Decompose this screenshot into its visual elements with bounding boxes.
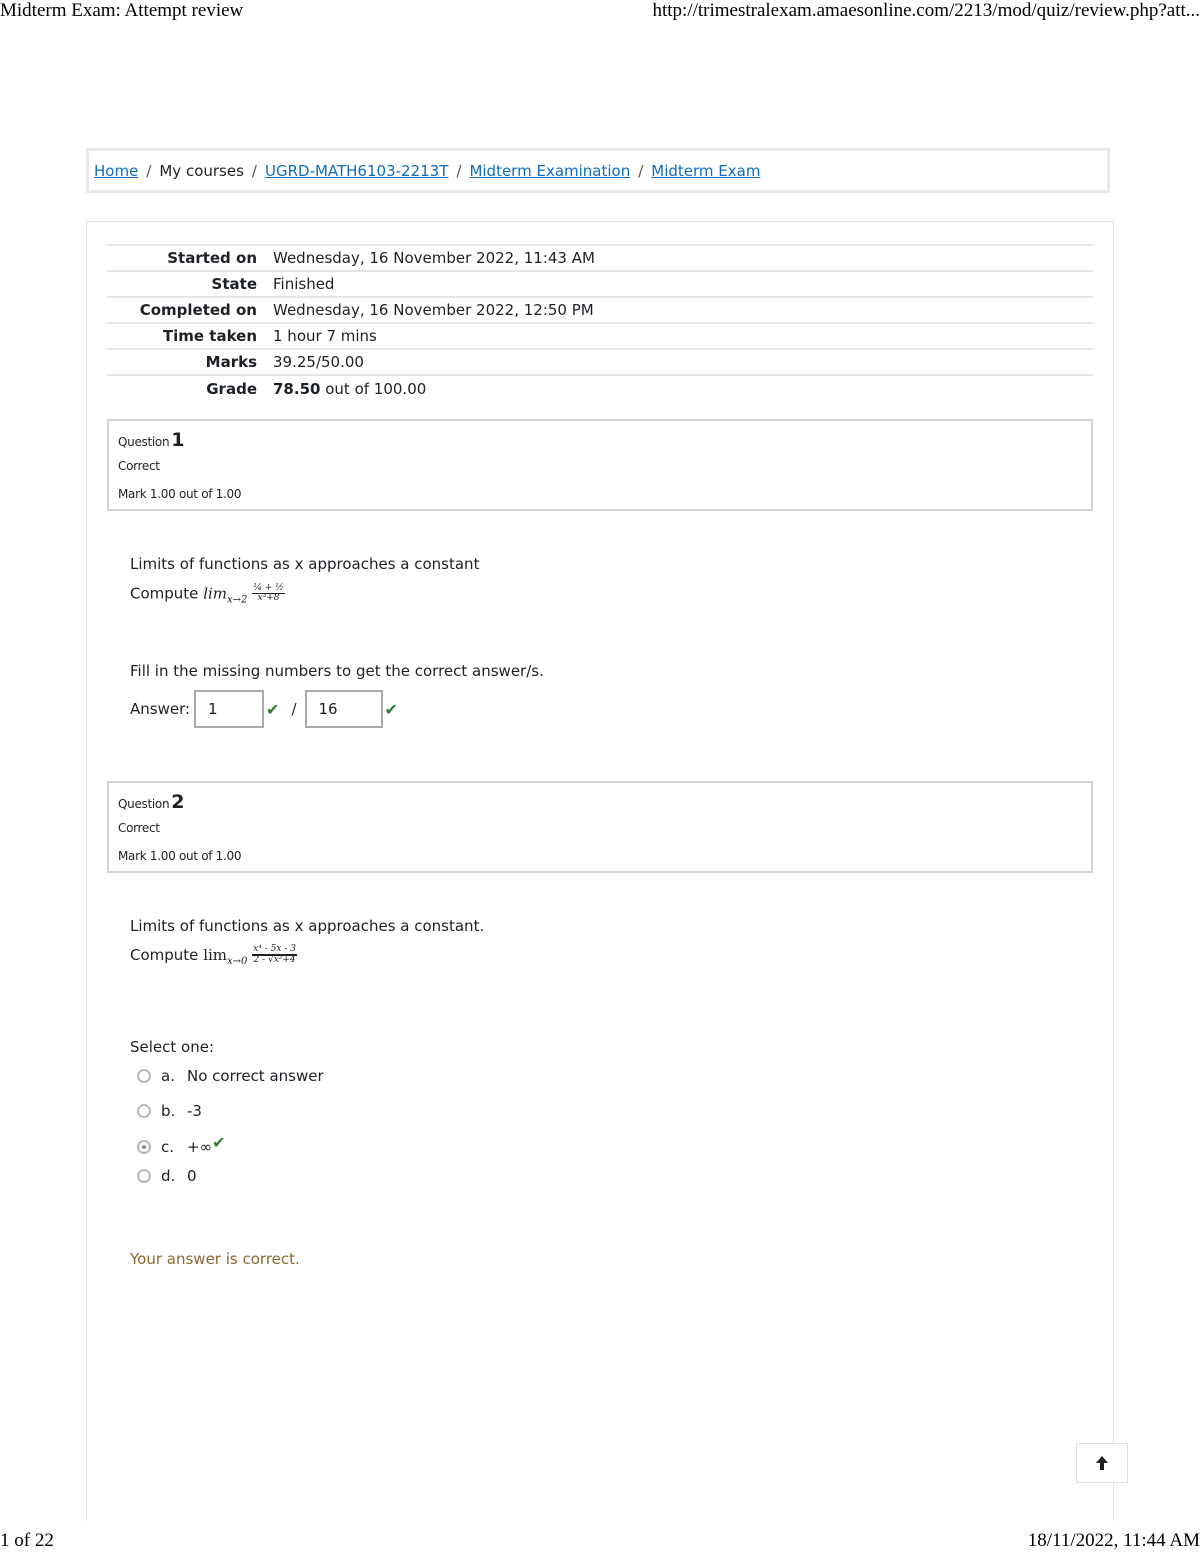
breadcrumb-separator: / — [638, 161, 644, 180]
print-page-url: http://trimestralexam.amaesonline.com/2213/mod/quiz/review.php?att... — [652, 0, 1200, 21]
option-letter: a. — [161, 1067, 175, 1085]
question-2-formula — [130, 945, 297, 967]
breadcrumb-separator: / — [251, 161, 257, 180]
fraction — [252, 584, 285, 604]
attempt-summary-table — [107, 244, 1093, 401]
limit-subscript: x→2 — [227, 594, 248, 606]
arrow-up-icon — [1095, 1455, 1109, 1471]
summary-value: Wednesday, 16 November 2022, 12:50 PM — [273, 301, 594, 319]
breadcrumb-quiz-link[interactable]: Midterm Exam — [651, 161, 761, 180]
summary-value — [271, 375, 1093, 401]
print-datetime: 18/11/2022, 11:44 AM — [1027, 1530, 1200, 1551]
radio-button[interactable] — [137, 1169, 151, 1183]
summary-row-completed — [107, 297, 1093, 323]
summary-label: Started on — [167, 249, 257, 267]
option-a[interactable] — [137, 1067, 324, 1085]
grade-suffix: out of 100.00 — [325, 379, 427, 398]
question-2-text: Limits of functions as x approaches a constant. — [130, 917, 485, 935]
summary-row-started — [107, 245, 1093, 271]
question-1-formula — [130, 584, 285, 605]
question-number — [118, 791, 184, 813]
summary-row-time-taken — [107, 323, 1093, 349]
summary-row-grade — [107, 375, 1093, 401]
breadcrumb-my-courses: My courses — [159, 161, 244, 180]
grade-value: 78.50 — [273, 379, 321, 398]
option-d[interactable] — [137, 1167, 197, 1185]
fraction-numerator: ¼ + ½ — [253, 583, 284, 593]
compute-label: Compute — [130, 945, 199, 964]
question-label: Question — [118, 435, 170, 449]
option-text: -3 — [187, 1102, 202, 1120]
check-icon: ✔ — [212, 1133, 226, 1152]
question-label: Question — [118, 797, 170, 811]
breadcrumb-separator: / — [146, 161, 152, 180]
option-letter: b. — [161, 1102, 176, 1120]
summary-label: Grade — [206, 379, 257, 398]
question-state: Correct — [118, 821, 160, 835]
answer-feedback: Your answer is correct. — [130, 1250, 300, 1268]
summary-label: State — [211, 275, 257, 293]
option-letter: c. — [161, 1137, 175, 1156]
answer-label: Answer: — [130, 700, 191, 718]
question-1-text: Limits of functions as x approaches a constant — [130, 555, 480, 573]
option-c[interactable] — [137, 1133, 226, 1156]
answer-row — [130, 690, 398, 728]
breadcrumb-course-link[interactable]: UGRD-MATH6103-2213T — [264, 161, 449, 180]
print-page-number: 1 of 22 — [0, 1530, 54, 1551]
print-header — [0, 0, 1200, 26]
fraction-denominator: x³+8 — [257, 593, 280, 604]
radio-button[interactable] — [137, 1069, 151, 1083]
question-2-info — [107, 781, 1093, 873]
question-1-instruction: Fill in the missing numbers to get the correct answer/s. — [130, 662, 544, 680]
option-b[interactable] — [137, 1102, 202, 1120]
question-grade: Mark 1.00 out of 1.00 — [118, 849, 242, 863]
limit-subscript: x→0 — [227, 955, 248, 967]
breadcrumb — [86, 148, 1110, 193]
breadcrumb-separator: / — [456, 161, 462, 180]
summary-row-state — [107, 271, 1093, 297]
question-number — [118, 429, 184, 451]
limit-symbol: lim — [203, 945, 228, 964]
radio-button-selected[interactable] — [137, 1140, 151, 1154]
select-one-label: Select one: — [130, 1038, 215, 1056]
question-number-value: 2 — [171, 791, 185, 813]
option-text: 0 — [187, 1167, 197, 1185]
print-footer — [0, 1530, 1200, 1556]
question-grade: Mark 1.00 out of 1.00 — [118, 487, 242, 501]
breadcrumb-section-link[interactable]: Midterm Examination — [469, 161, 631, 180]
summary-value: 1 hour 7 mins — [273, 327, 377, 345]
scroll-to-top-button[interactable] — [1076, 1443, 1128, 1483]
print-page-title: Midterm Exam: Attempt review — [0, 0, 244, 21]
fraction — [252, 945, 297, 966]
option-text: +∞ — [187, 1137, 213, 1156]
summary-label: Completed on — [139, 301, 257, 319]
summary-row-marks — [107, 349, 1093, 375]
summary-label: Time taken — [162, 327, 257, 345]
answer-separator: / — [291, 700, 297, 718]
summary-value: Wednesday, 16 November 2022, 11:43 AM — [273, 249, 595, 267]
answer-denominator-input[interactable] — [305, 690, 383, 728]
radio-button[interactable] — [137, 1104, 151, 1118]
summary-label: Marks — [205, 353, 257, 371]
option-text: No correct answer — [187, 1067, 324, 1085]
question-1-info — [107, 419, 1093, 511]
limit-symbol: lim — [203, 584, 228, 603]
question-number-value: 1 — [171, 429, 185, 451]
option-letter: d. — [161, 1167, 176, 1185]
compute-label: Compute — [130, 584, 199, 603]
answer-numerator-input[interactable] — [194, 690, 264, 728]
fraction-numerator: x⁴ - 5x - 3 — [252, 945, 297, 956]
breadcrumb-home-link[interactable]: Home — [94, 161, 139, 180]
check-icon: ✔ — [384, 699, 398, 719]
question-state: Correct — [118, 459, 160, 473]
fraction-denominator: 2 - √x²+4 — [253, 955, 296, 966]
check-icon: ✔ — [266, 699, 280, 719]
summary-value: Finished — [273, 275, 335, 293]
summary-value: 39.25/50.00 — [273, 353, 364, 371]
